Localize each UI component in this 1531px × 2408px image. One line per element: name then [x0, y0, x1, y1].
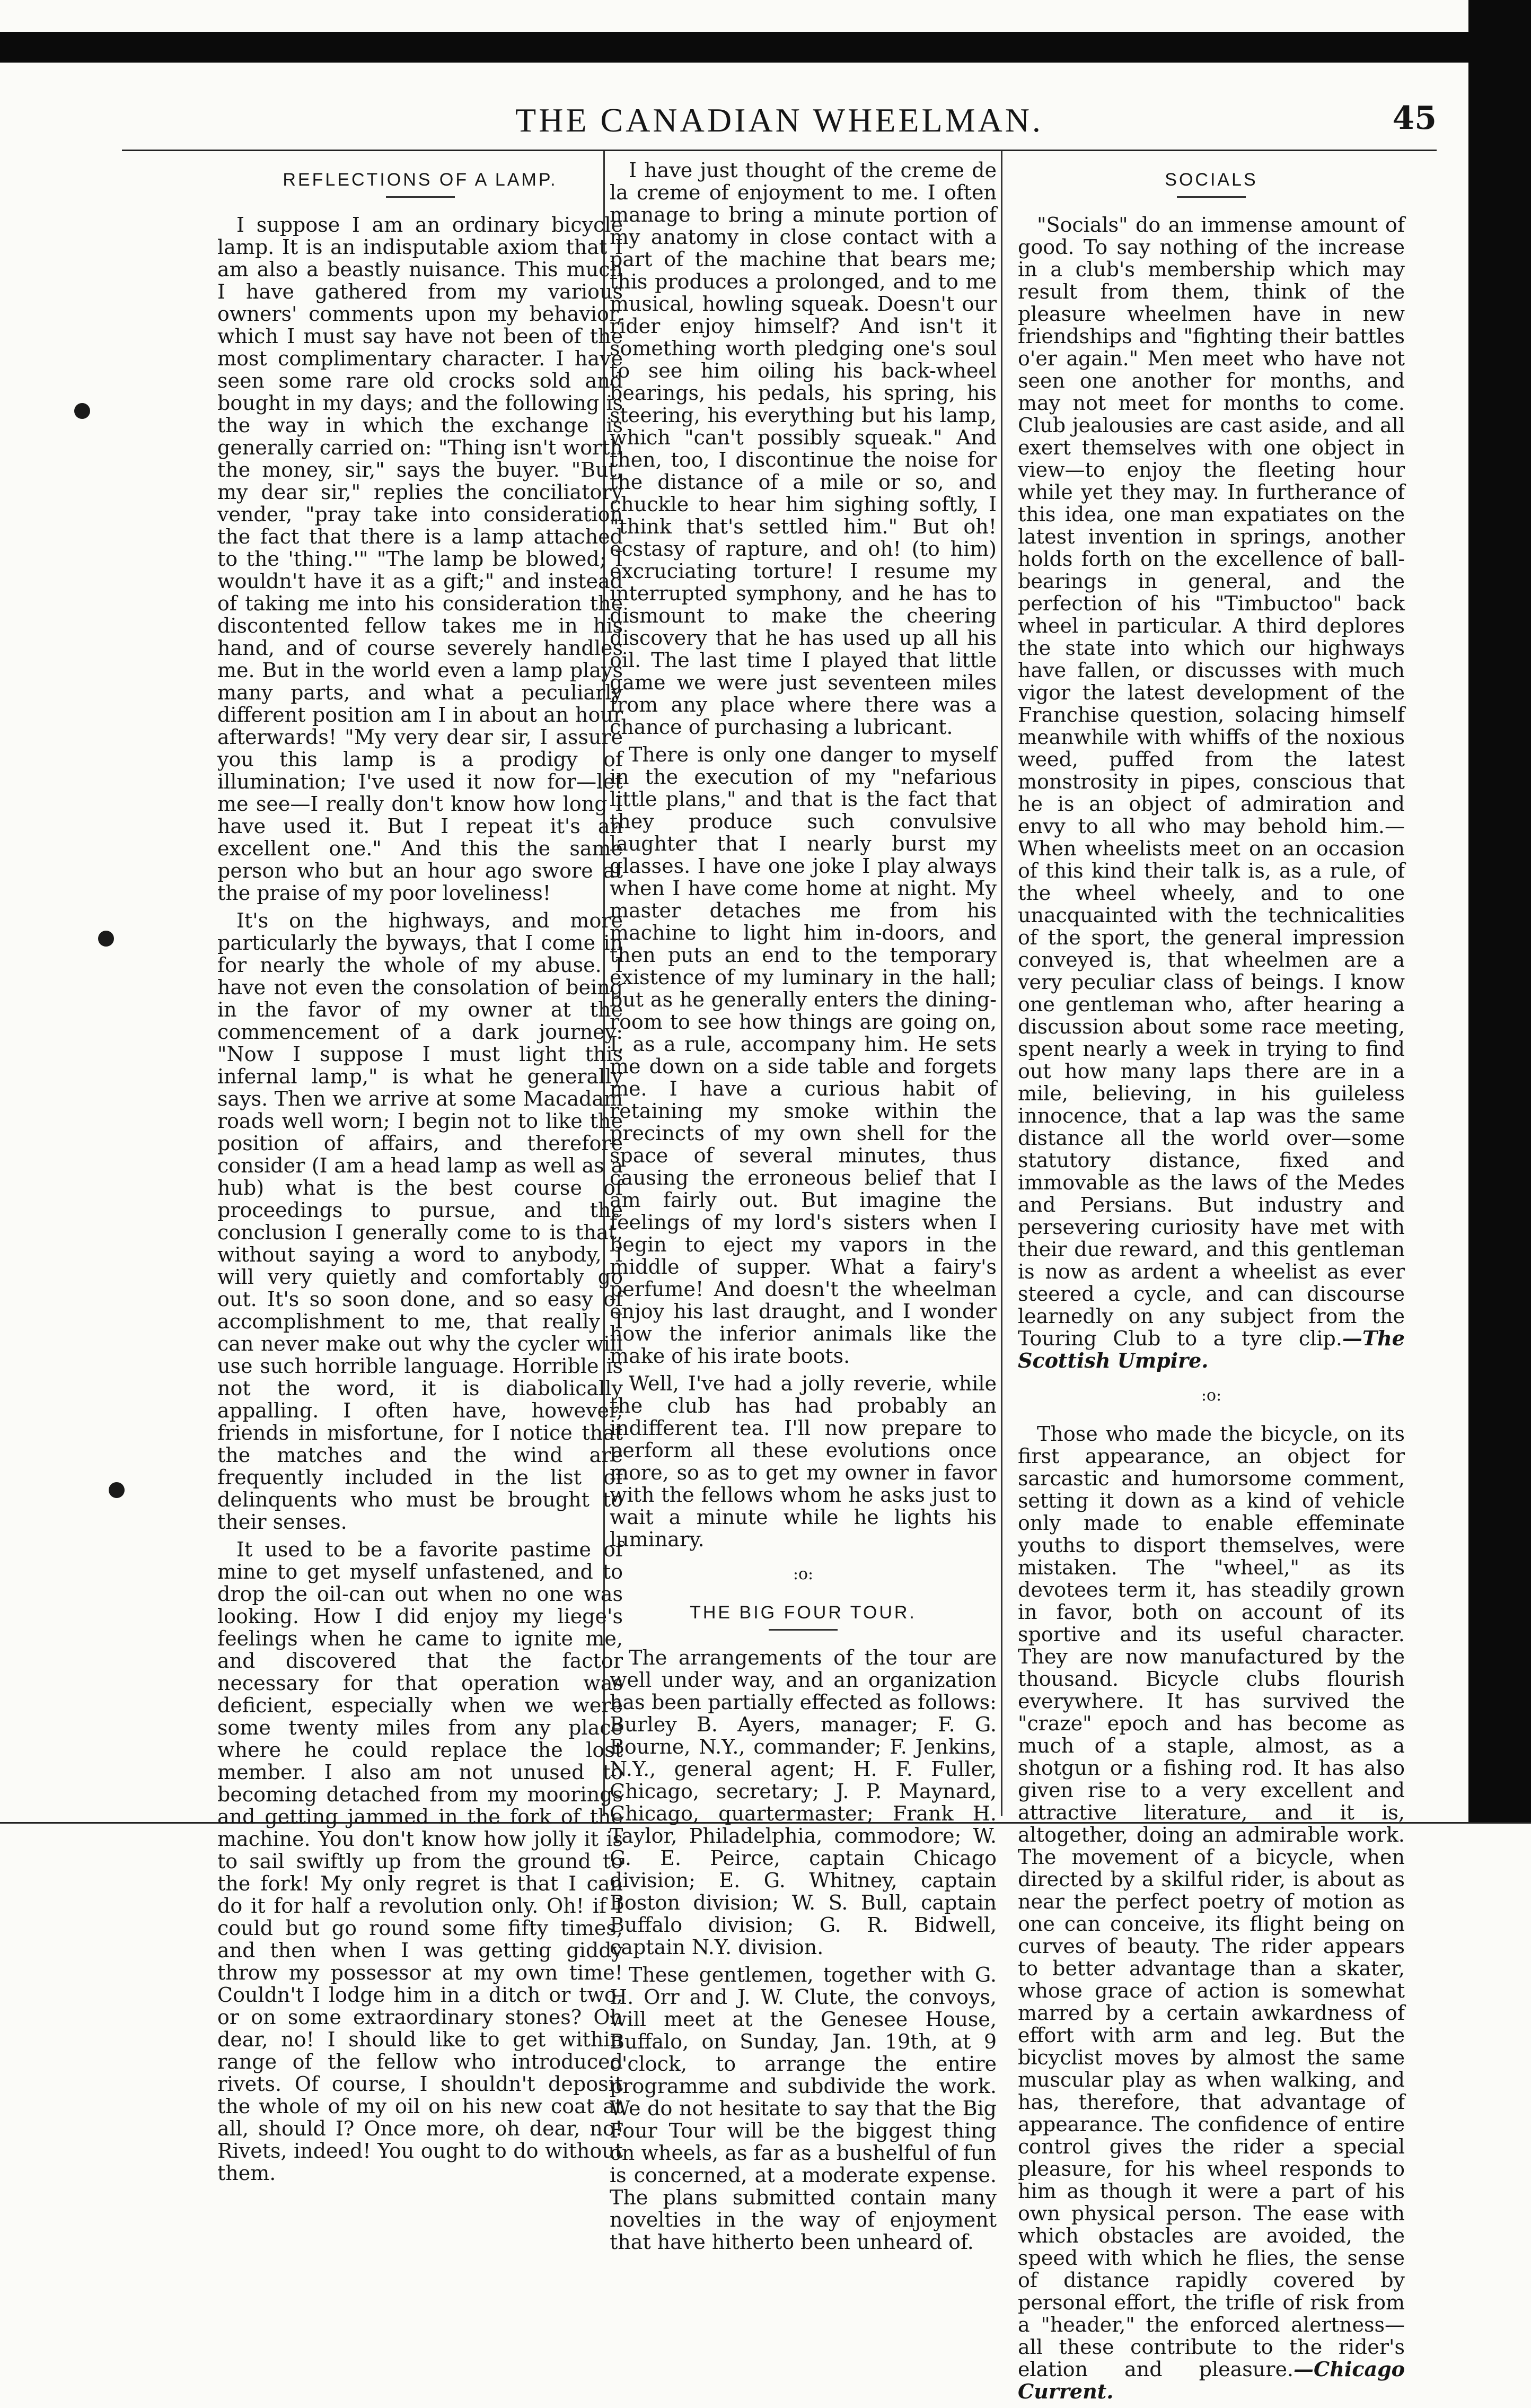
- section-separator: :o:: [1201, 1386, 1222, 1405]
- paragraph: There is only one danger to myself in the execution of my "nefarious little plans," and that is the fact that they produce such convulsive laughter that I nearly burst my glasses. I have one joke I play always when I have come home at night. My master detaches me from his machine to light him in-doors, and then puts an end to the temporary existence of my luminary in the hall; but as he generally enters the dining-room to see how things are going on, I, as a rule, accompany him. He sets me down on a side table and forgets me. I have a curious habit of retaining my smoke within the precincts of my own shell for the space of several minutes, thus causing the erroneous belief that I am fairly out. But imagine the feelings of my lord's sisters when I begin to eject my vapors in the middle of supper. What a fairy's perfume! And doesn't the wheelman enjoy his last draught, and I wonder how the inferior animals like the make of his irate boots.: [610, 743, 997, 1368]
- heading-rule: [769, 1629, 838, 1631]
- article-heading: THE BIG FOUR TOUR.: [690, 1603, 917, 1623]
- heading-rule: [1177, 196, 1246, 198]
- paragraph-text: "Socials" do an immense amount of good. To say nothing of the increase in a club's membership which may result from them, think of the pleasure wheelmen have in new friendships and "fighting their battles o'er again." Men meet who have not seen one another for months, and may not meet for months to come. Club jealousies are cast aside, and all exert themselves with one object in view—to enjoy the fleeting hour while yet they may. In furtherance of this idea, one man expatiates on the latest invention in springs, another holds forth on the excellence of ball-bearings in general, and the perfection of his "Timbuctoo" back wheel in particular. A third deplores the state into which our highways have fallen, or discusses with much vigor the latest development of the Franchise question, solacing himself meanwhile with whiffs of the noxious weed, puffed from the latest monstrosity in pipes, conscious that he is an object of admiration and envy to all who may behold him.—When wheelists meet on an occasion of this kind their talk is, as a rule, of the wheel wheely, and to one unacquainted with the technicalities of the sport, the general impression conveyed is, that wheelmen are a very peculiar class of beings. I know one gentleman who, after hearing a discussion about some race meeting, spent nearly a week in trying to find out how many laps there are in a mile, believing, in his guileless innocence, that a lap was the same distance all the world over—some statutory distance, fixed and immovable as the laws of the Medes and Persians. But industry and persevering curiosity have met with their due reward, and this gentleman is now as ardent a wheelist as ever steered a cycle, and can discourse learnedly on any subject from the Touring Club to a tyre clip.: [1018, 213, 1405, 1350]
- section-separator: :o:: [793, 1565, 814, 1583]
- column-right: [1018, 159, 1405, 2408]
- binding-hole: [74, 403, 90, 419]
- article-heading: REFLECTIONS OF A LAMP.: [283, 170, 558, 190]
- page-header: [122, 95, 1437, 148]
- source-credit: —The Scottish Umpire.: [1018, 1326, 1405, 1372]
- paragraph: Well, I've had a jolly reverie, while the club has had probably an indifferent tea. I'll now prepare to perform all these evolutions once more, so as to get my owner in favor with the fellows whom he asks just to wait a minute while he lights his luminary.: [610, 1372, 997, 1551]
- binding-hole: [109, 1482, 125, 1498]
- paragraph: [1018, 214, 1405, 1372]
- heading-rule: [386, 196, 455, 198]
- source-credit: —Chicago Current.: [1018, 2357, 1405, 2403]
- column-middle: [610, 159, 997, 2258]
- article-heading: SOCIALS: [1165, 170, 1258, 190]
- scan-edge-right: [1468, 0, 1531, 1847]
- header-rule: [122, 150, 1437, 151]
- masthead-title: THE CANADIAN WHEELMAN.: [515, 101, 1043, 139]
- paragraph: It used to be a favorite pastime of mine to get myself unfastened, and to drop the oil-can out when no one was looking. How I did enjoy my liege's feelings when he came to ignite me, and discovered that the factor necessary for that operation was deficient, especially when we were some twenty miles from any place where he could replace the lost member. I also am not unused to becoming detached from my moorings and getting jammed in the fork of the machine. You don't know how jolly it is to sail swiftly up from the ground to the fork! My only regret is that I can do it for half a revolution only. Oh! if I could but go round some fifty times, and then when I was getting giddy throw my possessor at my own time! Couldn't I lodge him in a ditch or two, or on some extraordinary stones? Oh dear, no! I should like to get within range of the fellow who introduced rivets. Of course, I shouldn't deposit the whole of my oil on his new coat at all, should I? Once more, oh dear, no! Rivets, indeed! You ought to do without them.: [217, 1538, 623, 2185]
- paragraph: These gentlemen, together with G. H. Orr and J. W. Clute, the convoys, will meet at the Genesee House, Buffalo, on Sunday, Jan. 19th, at 9 o'clock, to arrange the entire programme and subdivide the work. We do not hesitate to say that the Big Four Tour will be the biggest thing on wheels, as far as a bushelful of fun is concerned, at a moderate expense. The plans submitted contain many novelties in the way of enjoyment that have hitherto been unheard of.: [610, 1963, 997, 2254]
- paragraph: It's on the highways, and more particularly the byways, that I come in for nearly the whole of my abuse. I have not even the consolation of being in the favor of my owner at the commencement of a dark journey: "Now I suppose I must light this infernal lamp," is what he generally says. Then we arrive at some Macadam roads well worn; I begin not to like the position of affairs, and therefore consider (I am a head lamp as well as a hub) what is the best course of proceedings to pursue, and the conclusion I generally come to is that, without saying a word to anybody, I will very quietly and comfortably go out. It's so soon done, and so easy of accomplishment to me, that really I can never make out why the cycler will use such horrible language. Horrible is not the word, it is diabolically appalling. I often have, however, friends in misfortune, for I notice that the matches and the wind are frequently included in the list of delinquents who must be brought to their senses.: [217, 909, 623, 1534]
- paragraph: I suppose I am an ordinary bicycle lamp. It is an indisputable axiom that I am also a beastly nuisance. This much I have gathered from my various owners' comments upon my behavior, which I must say have not been of the most complimentary character. I have seen some rare old crocks sold and bought in my days; and the following is the way in which the exchange is generally carried on: "Thing isn't worth the money, sir," says the buyer. "But, my dear sir," replies the conciliatory vender, "pray take into consideration the fact that there is a lamp attached to the 'thing.'" "The lamp be blowed; I wouldn't have it as a gift;" and instead of taking me into his consideration the discontented fellow takes me in his hand, and of course severely handles me. But in the world even a lamp plays many parts, and what a peculiarly different position am I in about an hour afterwards! "My very dear sir, I assure you this lamp is a prodigy of illumination; I've used it now for—let me see—I really don't know how long I have used it. But I repeat it's an excellent one." And this the same person who but an hour ago swore at the praise of my poor loveliness!: [217, 213, 623, 905]
- binding-hole: [98, 931, 114, 947]
- paragraph-text: Those who made the bicycle, on its first appearance, an object for sarcastic and humorsome comment, setting it down as a kind of vehicle only made to enable effeminate youths to disport themselves, were mistaken. The "wheel," as its devotees term it, has steadily grown in favor, both on account of its sportive and its useful character. They are now manufactured by the thousand. Bicycle clubs flourish everywhere. It has survived the "craze" epoch and has become as much of a staple, almost, as a shotgun or a fishing rod. It has also given rise to a very excellent and attractive literature, and it is, altogether, doing an admirable work. The movement of a bicycle, when directed by a skilful rider, is about as near the perfect poetry of motion as one can conceive, its flight being on curves of beauty. The rider appears to better advantage than a skater, whose grace of action is somewhat marred by a certain awkardness of effort with arm and leg. But the bicyclist moves by almost the same muscular play as when walking, and has, therefore, that advantage of appearance. The confidence of entire control gives the rider a special pleasure, for his wheel responds to him as though it were a part of his own physical person. The ease with which obstacles are avoided, the speed with which he flies, the sense of distance rapidly covered by personal effort, the trifle of risk from a "header," the enforced alertness—all these contribute to the rider's elation and pleasure.: [1018, 1422, 1405, 2381]
- paragraph: I have just thought of the creme de la creme of enjoyment to me. I often manage to bring a minute portion of my anatomy in close contact with a part of the machine that bears me; this produces a prolonged, and to me musical, howling squeak. Doesn't our rider enjoy himself? And isn't it something worth pledging one's soul to see him oiling his back-wheel bearings, his pedals, his spring, his steering, his everything but his lamp, which "can't possibly squeak." And then, too, I discontinue the noise for the distance of a mile or so, and chuckle to hear him sighing softly, I "think that's settled him." But oh! ecstasy of rapture, and oh! (to him) excruciating torture! I resume my interrupted symphony, and he has to dismount to make the cheering discovery that he has used up all his oil. The last time I played that little game we were just seventeen miles from any place where there was a chance of purchasing a lubricant.: [610, 159, 997, 739]
- column-divider: [1001, 151, 1002, 1816]
- paragraph: [1018, 1423, 1405, 2403]
- scan-edge-top: [0, 32, 1468, 63]
- page-number: 45: [1392, 100, 1437, 137]
- paragraph: The arrangements of the tour are well under way, and an organization has been partially effected as follows: Burley B. Ayers, manager; F. G. Bourne, N.Y., commander; F. Jenkins, N.Y., general agent; H. F. Fuller, Chicago, secretary; J. P. Maynard, Chicago, quartermaster; Frank H. Taylor, Philadelphia, commodore; W. G. E. Peirce, captain Chicago division; E. G. Whitney, captain Boston division; W. S. Bull, captain Buffalo division; G. R. Bidwell, captain N.Y. division.: [610, 1646, 997, 1959]
- column-left: [217, 159, 623, 2190]
